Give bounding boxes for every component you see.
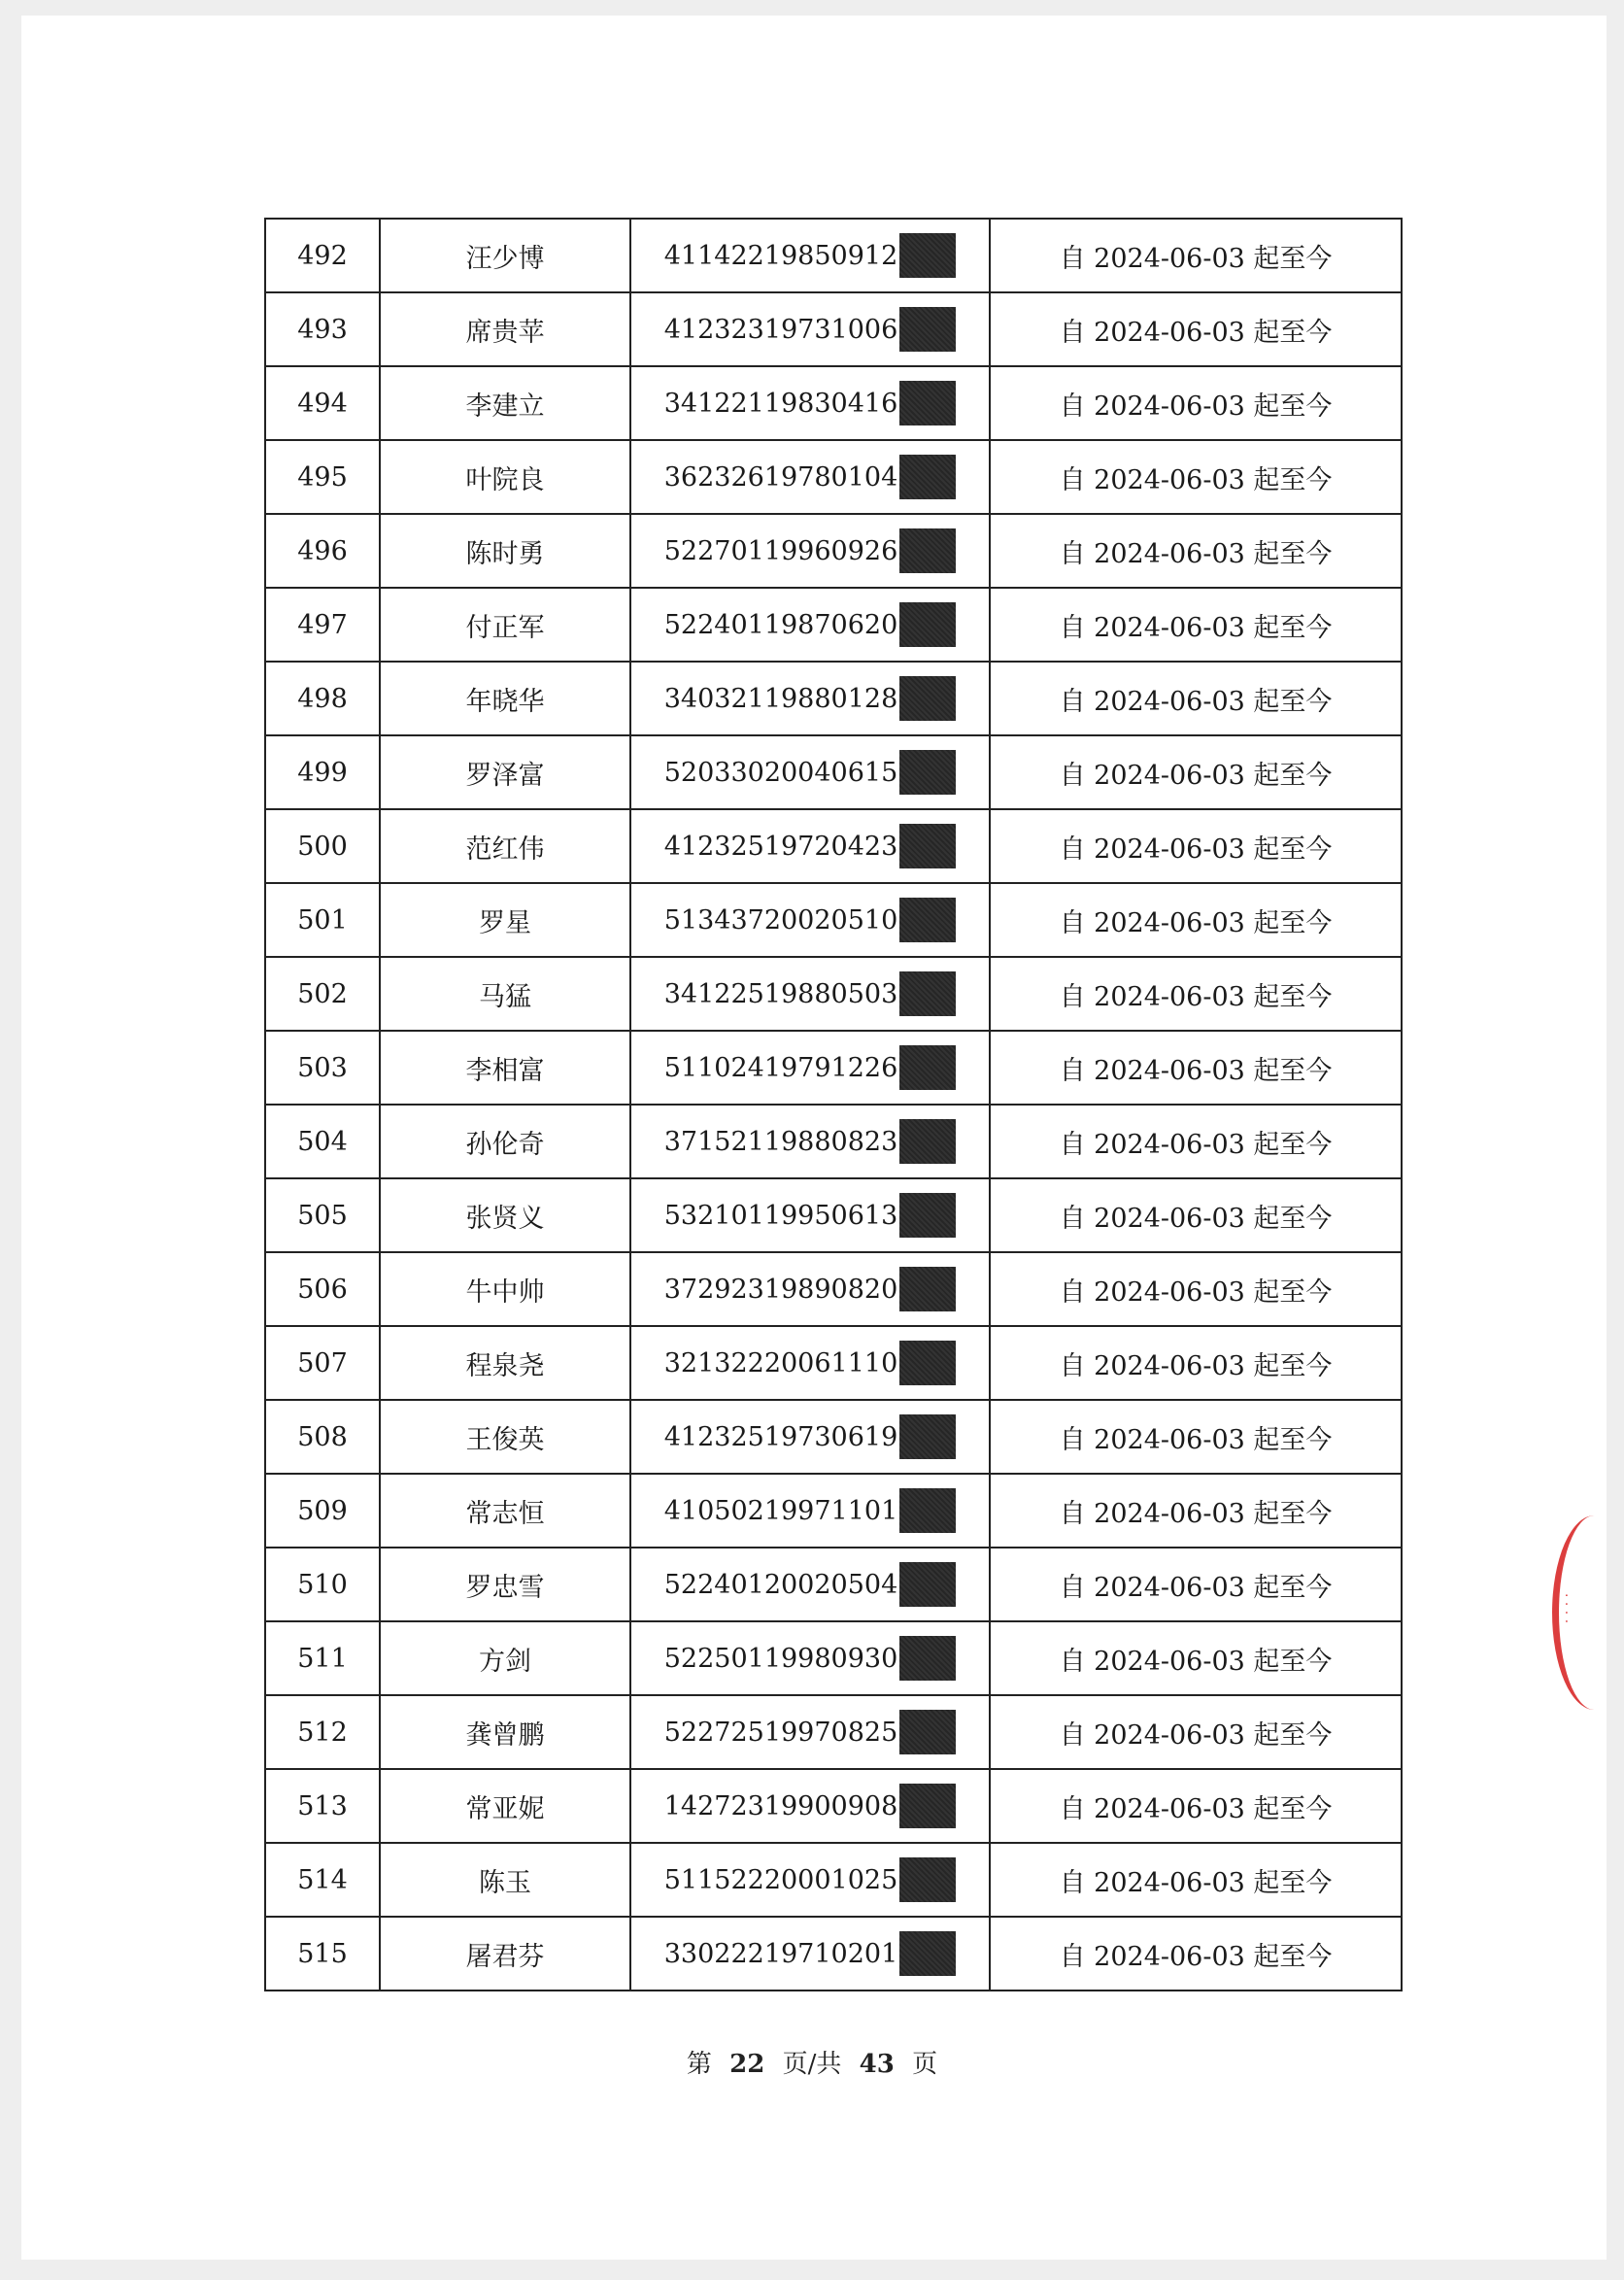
period-cell: 自 2024-06-03 起至今: [990, 1474, 1402, 1548]
id-number-text: 34122519880503: [663, 978, 898, 1009]
name-cell: 李相富: [380, 1031, 630, 1105]
name-cell: 罗星: [380, 883, 630, 957]
roster-table: [264, 218, 1403, 1991]
period-cell: 自 2024-06-03 起至今: [990, 1695, 1402, 1769]
table-row: [265, 1400, 1402, 1474]
row-number-cell: 509: [265, 1474, 380, 1548]
table-row: [265, 1105, 1402, 1178]
id-number-cell: [630, 588, 990, 662]
id-number-text: 52240119870620: [663, 609, 898, 640]
period-cell: 自 2024-06-03 起至今: [990, 219, 1402, 292]
table-row: [265, 440, 1402, 514]
row-number-cell: 502: [265, 957, 380, 1031]
redaction-block: [899, 455, 956, 499]
roster-table-body: [265, 219, 1402, 1991]
redaction-block: [899, 1341, 956, 1385]
id-number-cell: [630, 514, 990, 588]
row-number-cell: 505: [265, 1178, 380, 1252]
id-number-cell: [630, 1474, 990, 1548]
id-number-text: 34032119880128: [663, 683, 898, 714]
row-number-cell: 514: [265, 1843, 380, 1917]
redaction-block: [899, 1784, 956, 1828]
row-number-cell: 492: [265, 219, 380, 292]
name-cell: 范红伟: [380, 809, 630, 883]
footer-middle: 页/共: [782, 2050, 842, 2079]
table-row: [265, 662, 1402, 735]
name-cell: 屠君芬: [380, 1917, 630, 1991]
page-footer: [0, 2044, 1624, 2080]
name-cell: 陈时勇: [380, 514, 630, 588]
id-number-cell: [630, 1548, 990, 1621]
id-number-cell: [630, 1105, 990, 1178]
footer-prefix: 第: [686, 2050, 712, 2079]
row-number-cell: 515: [265, 1917, 380, 1991]
table-row: [265, 883, 1402, 957]
id-number-text: 36232619780104: [663, 461, 898, 493]
name-cell: 李建立: [380, 366, 630, 440]
id-number-cell: [630, 366, 990, 440]
period-cell: 自 2024-06-03 起至今: [990, 292, 1402, 366]
id-number-text: 51343720020510: [663, 904, 898, 936]
id-number-cell: [630, 1326, 990, 1400]
id-number-text: 41142219850912: [663, 240, 898, 271]
document-page: [21, 16, 1607, 2260]
name-cell: 牛中帅: [380, 1252, 630, 1326]
row-number-cell: 494: [265, 366, 380, 440]
table-row: [265, 219, 1402, 292]
table-row: [265, 1695, 1402, 1769]
redaction-block: [899, 750, 956, 795]
id-number-text: 37152119880823: [663, 1126, 898, 1157]
period-cell: 自 2024-06-03 起至今: [990, 662, 1402, 735]
redaction-block: [899, 898, 956, 942]
name-cell: 方剑: [380, 1621, 630, 1695]
redaction-block: [899, 1193, 956, 1238]
period-cell: 自 2024-06-03 起至今: [990, 440, 1402, 514]
id-number-cell: [630, 1400, 990, 1474]
period-cell: 自 2024-06-03 起至今: [990, 1843, 1402, 1917]
period-cell: 自 2024-06-03 起至今: [990, 735, 1402, 809]
row-number-cell: 512: [265, 1695, 380, 1769]
id-number-cell: [630, 735, 990, 809]
redaction-block: [899, 1931, 956, 1976]
period-cell: 自 2024-06-03 起至今: [990, 1548, 1402, 1621]
period-cell: 自 2024-06-03 起至今: [990, 809, 1402, 883]
name-cell: 常亚妮: [380, 1769, 630, 1843]
period-cell: 自 2024-06-03 起至今: [990, 1326, 1402, 1400]
redaction-block: [899, 1119, 956, 1164]
table-row: [265, 1031, 1402, 1105]
period-cell: 自 2024-06-03 起至今: [990, 366, 1402, 440]
redaction-block: [899, 1414, 956, 1459]
period-cell: 自 2024-06-03 起至今: [990, 1178, 1402, 1252]
redaction-block: [899, 1488, 956, 1533]
id-number-text: 52033020040615: [663, 757, 898, 788]
table-row: [265, 1621, 1402, 1695]
id-number-text: 52240120020504: [663, 1569, 898, 1600]
name-cell: 罗忠雪: [380, 1548, 630, 1621]
name-cell: 常志恒: [380, 1474, 630, 1548]
redaction-block: [899, 1045, 956, 1090]
id-number-cell: [630, 219, 990, 292]
id-number-text: 41232519730619: [663, 1421, 898, 1452]
period-cell: 自 2024-06-03 起至今: [990, 957, 1402, 1031]
row-number-cell: 500: [265, 809, 380, 883]
id-number-text: 52272519970825: [663, 1717, 898, 1748]
id-number-cell: [630, 1252, 990, 1326]
table-row: [265, 1326, 1402, 1400]
table-row: [265, 1548, 1402, 1621]
id-number-cell: [630, 1695, 990, 1769]
id-number-text: 51102419791226: [663, 1052, 898, 1083]
row-number-cell: 504: [265, 1105, 380, 1178]
total-page-count: 43: [859, 2050, 895, 2079]
table-row: [265, 1474, 1402, 1548]
name-cell: 汪少博: [380, 219, 630, 292]
id-number-cell: [630, 1769, 990, 1843]
name-cell: 张贤义: [380, 1178, 630, 1252]
row-number-cell: 495: [265, 440, 380, 514]
row-number-cell: 511: [265, 1621, 380, 1695]
period-cell: 自 2024-06-03 起至今: [990, 1252, 1402, 1326]
table-row: [265, 366, 1402, 440]
id-number-text: 52270119960926: [663, 535, 898, 566]
id-number-cell: [630, 1843, 990, 1917]
redaction-block: [899, 971, 956, 1016]
redaction-block: [899, 381, 956, 425]
id-number-text: 37292319890820: [663, 1274, 898, 1305]
period-cell: 自 2024-06-03 起至今: [990, 1917, 1402, 1991]
period-cell: 自 2024-06-03 起至今: [990, 883, 1402, 957]
name-cell: 叶院良: [380, 440, 630, 514]
period-cell: 自 2024-06-03 起至今: [990, 1400, 1402, 1474]
redaction-block: [899, 233, 956, 278]
id-number-text: 52250119980930: [663, 1643, 898, 1674]
redaction-block: [899, 1857, 956, 1902]
id-number-text: 41232319731006: [663, 314, 898, 345]
redaction-block: [899, 1636, 956, 1681]
name-cell: 马猛: [380, 957, 630, 1031]
id-number-cell: [630, 1031, 990, 1105]
id-number-cell: [630, 1178, 990, 1252]
redaction-block: [899, 1710, 956, 1754]
row-number-cell: 493: [265, 292, 380, 366]
id-number-cell: [630, 809, 990, 883]
name-cell: 陈玉: [380, 1843, 630, 1917]
period-cell: 自 2024-06-03 起至今: [990, 1621, 1402, 1695]
table-row: [265, 1843, 1402, 1917]
name-cell: 王俊英: [380, 1400, 630, 1474]
table-row: [265, 957, 1402, 1031]
redaction-block: [899, 1267, 956, 1311]
table-row: [265, 514, 1402, 588]
period-cell: 自 2024-06-03 起至今: [990, 588, 1402, 662]
id-number-text: 34122119830416: [663, 388, 898, 419]
name-cell: 年晓华: [380, 662, 630, 735]
table-row: [265, 1178, 1402, 1252]
table-row: [265, 588, 1402, 662]
row-number-cell: 499: [265, 735, 380, 809]
row-number-cell: 498: [265, 662, 380, 735]
redaction-block: [899, 824, 956, 868]
row-number-cell: 508: [265, 1400, 380, 1474]
id-number-text: 41050219971101: [663, 1495, 898, 1526]
table-row: [265, 735, 1402, 809]
row-number-cell: 513: [265, 1769, 380, 1843]
redaction-block: [899, 1562, 956, 1607]
name-cell: 罗泽富: [380, 735, 630, 809]
period-cell: 自 2024-06-03 起至今: [990, 1031, 1402, 1105]
id-number-text: 51152220001025: [663, 1864, 898, 1895]
id-number-text: 53210119950613: [663, 1200, 898, 1231]
id-number-cell: [630, 1917, 990, 1991]
table-row: [265, 1917, 1402, 1991]
redaction-block: [899, 307, 956, 352]
table-row: [265, 1769, 1402, 1843]
row-number-cell: 510: [265, 1548, 380, 1621]
redaction-block: [899, 602, 956, 647]
id-number-text: 33022219710201: [663, 1938, 898, 1969]
row-number-cell: 497: [265, 588, 380, 662]
footer-suffix: 页: [912, 2050, 938, 2079]
id-number-cell: [630, 440, 990, 514]
name-cell: 席贵苹: [380, 292, 630, 366]
name-cell: 程泉尧: [380, 1326, 630, 1400]
table-row: [265, 292, 1402, 366]
row-number-cell: 496: [265, 514, 380, 588]
period-cell: 自 2024-06-03 起至今: [990, 1105, 1402, 1178]
row-number-cell: 506: [265, 1252, 380, 1326]
row-number-cell: 503: [265, 1031, 380, 1105]
id-number-cell: [630, 292, 990, 366]
id-number-text: 14272319900908: [663, 1790, 898, 1821]
table-row: [265, 1252, 1402, 1326]
id-number-cell: [630, 957, 990, 1031]
id-number-cell: [630, 883, 990, 957]
redaction-block: [899, 676, 956, 721]
name-cell: 龚曾鹏: [380, 1695, 630, 1769]
name-cell: 付正军: [380, 588, 630, 662]
seal-edge-marks: · · · ·: [1558, 1593, 1573, 1624]
row-number-cell: 501: [265, 883, 380, 957]
row-number-cell: 507: [265, 1326, 380, 1400]
redaction-block: [899, 528, 956, 573]
period-cell: 自 2024-06-03 起至今: [990, 1769, 1402, 1843]
table-row: [265, 809, 1402, 883]
id-number-cell: [630, 662, 990, 735]
id-number-text: 32132220061110: [663, 1347, 898, 1378]
current-page-number: 22: [729, 2050, 765, 2079]
id-number-cell: [630, 1621, 990, 1695]
id-number-text: 41232519720423: [663, 831, 898, 862]
name-cell: 孙伦奇: [380, 1105, 630, 1178]
period-cell: 自 2024-06-03 起至今: [990, 514, 1402, 588]
